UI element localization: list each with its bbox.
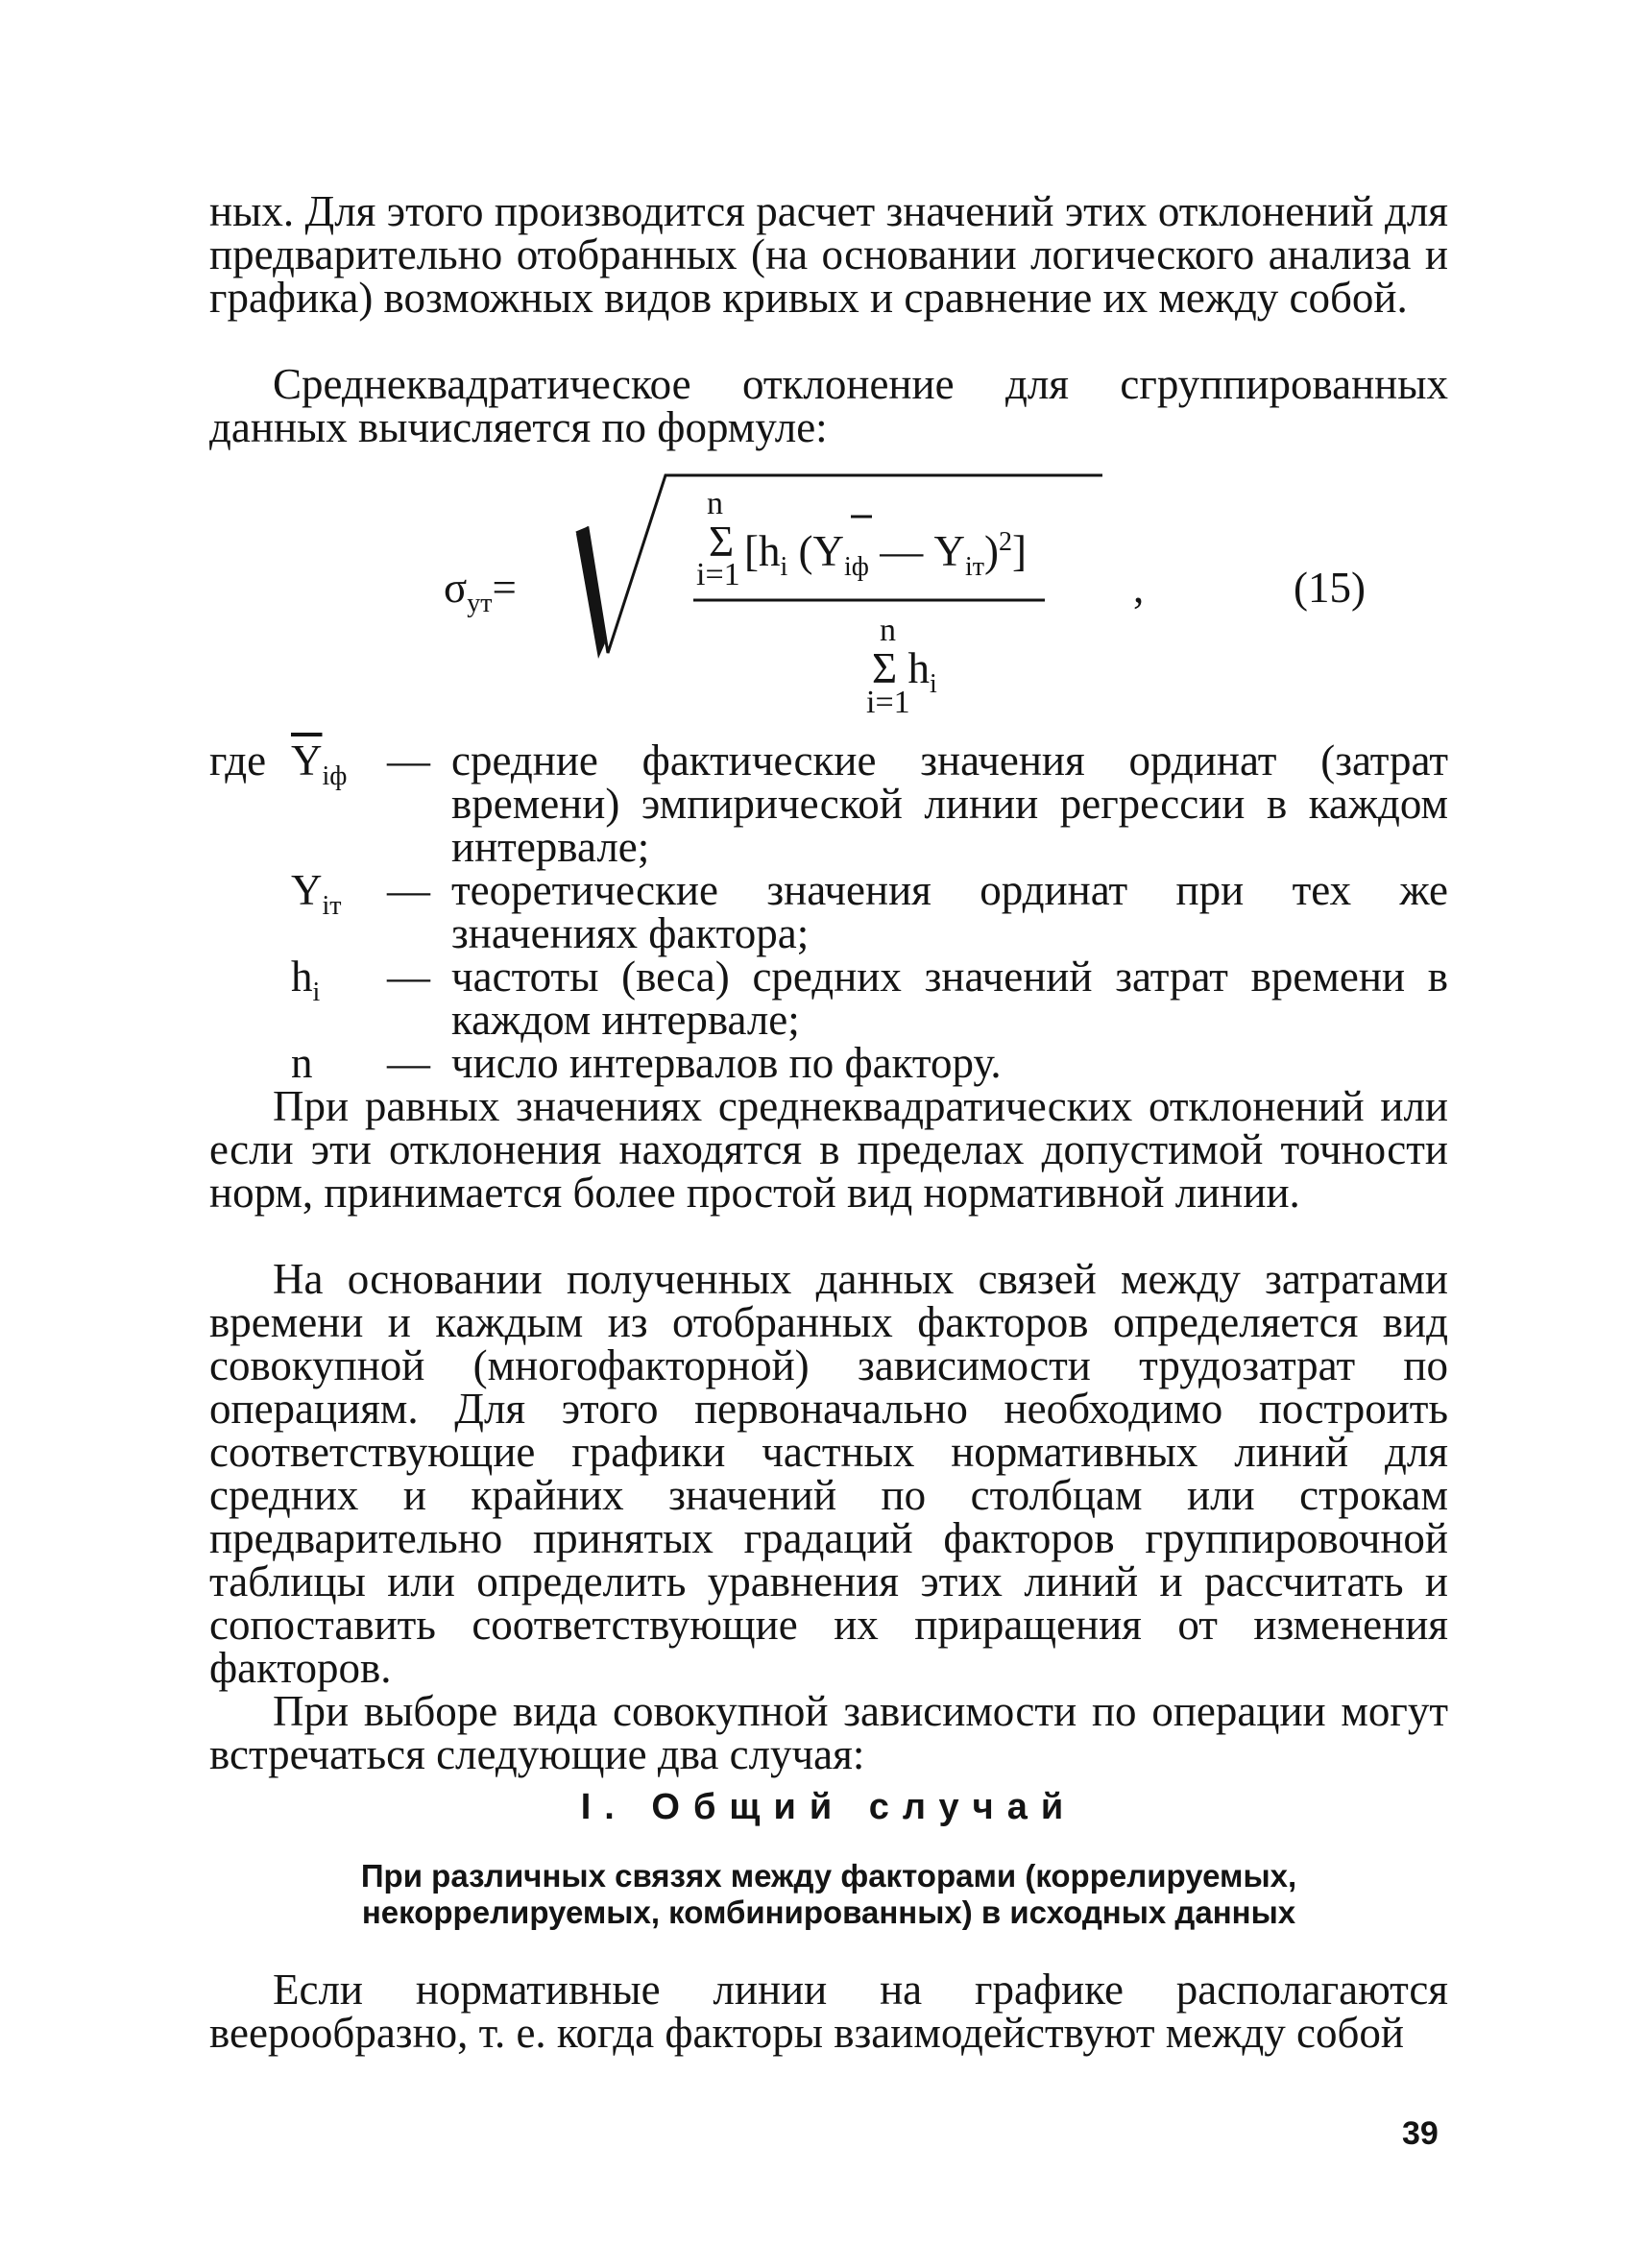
- definition-symbol: $Y_{iт}$: [291, 866, 342, 921]
- den-upper-limit: n: [880, 613, 896, 648]
- lhs-sigma: $\sigma_{ут}=$: [444, 564, 517, 618]
- formula-number: (15): [1294, 564, 1366, 612]
- num-lower-limit: i=1: [696, 557, 740, 592]
- definition-item: [209, 866, 1448, 957]
- page-number: 39: [1402, 2115, 1439, 2152]
- definitions-lead-word: где: [209, 736, 267, 784]
- paragraph-two-cases: При выборе вида совокупной зависимости по операции могут встречаться следующие два случая:: [209, 1687, 1448, 1778]
- formula-15: [423, 470, 1479, 730]
- den-lower-limit: i=1: [866, 685, 910, 720]
- section-title: I. Общий случай: [580, 1787, 1077, 1827]
- definition-symbol: $h_i$: [291, 953, 321, 1007]
- definition-item: [209, 1039, 1448, 1087]
- denominator-expression: Σ $h_i$: [872, 644, 937, 699]
- paragraph-equal-deviations: При равных значениях среднеквадратических отклонений или если эти отклонения находятся в пределах допустимой точности норм, принимается более простой вид нормативной линии.: [209, 1082, 1448, 1217]
- definition-item: [209, 736, 1448, 871]
- definition-text: частоты (веса) средних значений затрат времени в каждом интервале;: [451, 953, 1448, 1044]
- definition-dash: —: [387, 1039, 430, 1087]
- subtitle-line: некоррелируемых, комбинированных) в исходных данных: [361, 1894, 1296, 1930]
- paragraph-continuation: ных. Для этого производится расчет значений этих отклонений для предварительно отобранных (на основании логического анализа и графика) возможных видов кривых и сравнение их между собой.: [209, 187, 1448, 322]
- section-subtitle: [209, 1858, 1448, 1931]
- definition-item: [209, 953, 1448, 1044]
- subtitle-line: При различных связях между факторами (коррелируемых,: [360, 1858, 1297, 1894]
- num-upper-limit: n: [707, 486, 723, 521]
- paragraph-combined-dependence: На основании полученных данных связей между затратами времени и каждым из отобранных факторов определяется вид совокупной (многофакторной) зависимости трудозатрат по операциям. Для этого первоначально необходимо построить соответствующие графики частных нормативных линий для средних и крайних значений по столбцам или строкам предварительно принятых градаций факторов группировочной таблицы или определить уравнения этих линий и рассчитать и сопоставить соответствующие их приращения от изменения факторов.: [209, 1255, 1448, 1692]
- definition-symbol: $\overline{Y}_{iф}$: [291, 736, 348, 791]
- definition-dash: —: [387, 736, 430, 784]
- num-sigma: Σ: [709, 518, 735, 566]
- definition-text: теоретические значения ординат при тех же значениях фактора;: [451, 866, 1448, 957]
- definition-symbol: n: [291, 1039, 313, 1087]
- definition-dash: —: [387, 953, 430, 1001]
- numerator-expression: [$h_i$ ($Y_{iф}$ — $Y_{iт})^2$]: [744, 527, 1027, 582]
- definition-text: число интервалов по фактору.: [451, 1039, 1002, 1087]
- paragraph-formula-intro: Среднеквадратическое отклонение для сгруппированных данных вычисляется по формуле:: [209, 360, 1448, 451]
- definition-text: средние фактические значения ординат (затрат времени) эмпирической линии регрессии в каждом интервале;: [451, 736, 1448, 871]
- paragraph-fan-shaped: Если нормативные линии на графике располагаются веерообразно, т. е. когда факторы взаимодействуют между собой: [209, 1966, 1448, 2057]
- definition-dash: —: [387, 866, 430, 914]
- formula-comma: ,: [1133, 564, 1145, 612]
